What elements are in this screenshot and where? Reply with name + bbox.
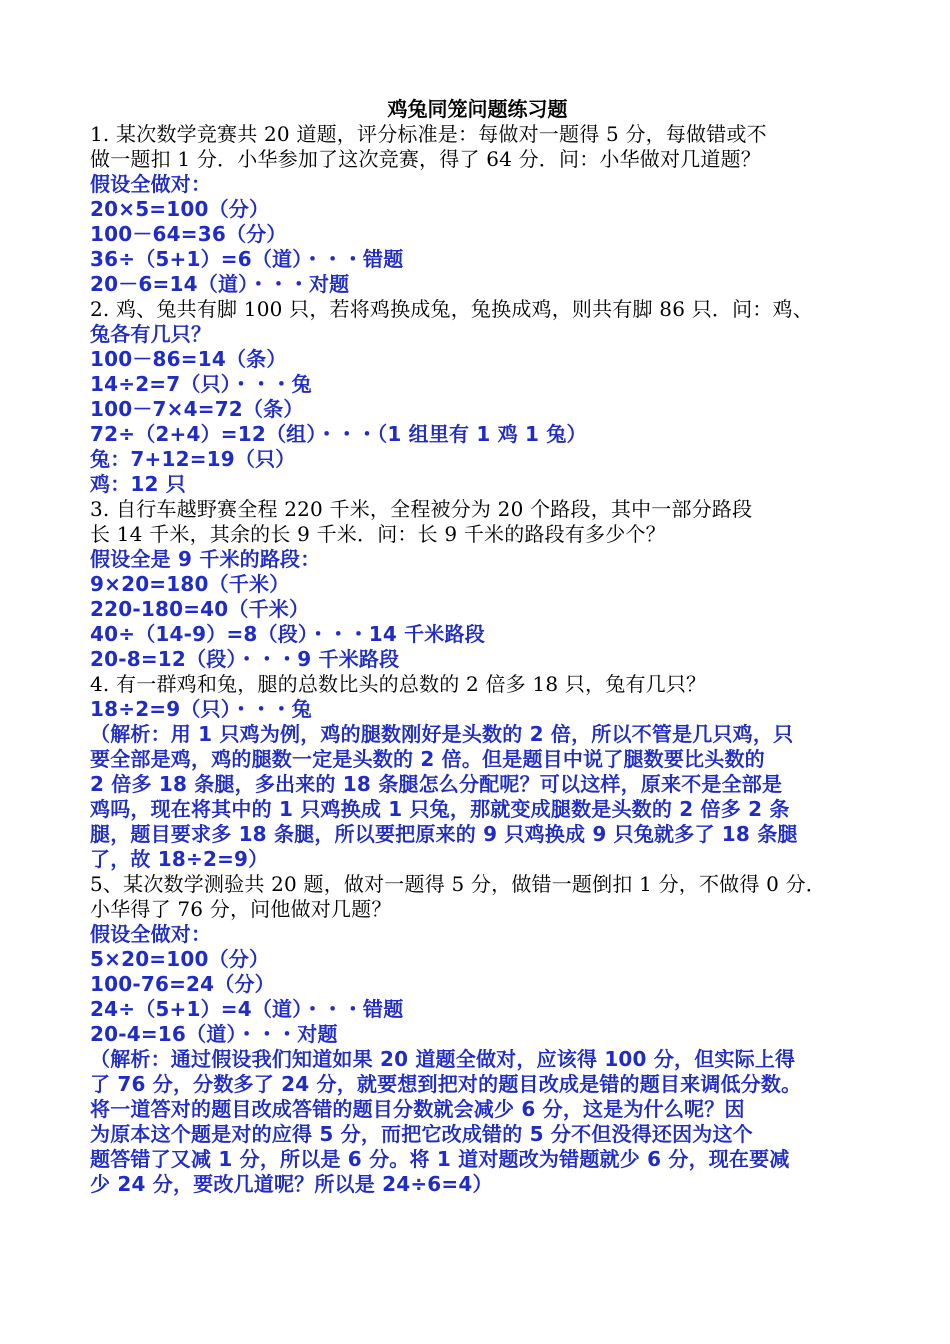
answer-text-line: 腿，题目要求多 18 条腿，所以要把原来的 9 只鸡换成 9 只兔就多了 18 条腿 bbox=[90, 822, 798, 846]
answer-text-line: 20-4=16（道）・・・对题 bbox=[90, 1022, 338, 1046]
question-text-line: 长 14 千米，其余的长 9 千米．问：长 9 千米的路段有多少个？ bbox=[90, 522, 666, 546]
document-page bbox=[90, 96, 865, 1197]
question-text-line: 做一题扣 1 分．小华参加了这次竞赛，得了 64 分．问：小华做对几道题？ bbox=[90, 147, 762, 171]
answer-text-line: 要全部是鸡，鸡的腿数一定是头数的 2 倍。但是题目中说了腿数要比头数的 bbox=[90, 747, 765, 771]
answer-text-line: 40÷（14-9）=8（段）・・・14 千米路段 bbox=[90, 622, 485, 646]
answer-text-line: 18÷2=9（只）・・・兔 bbox=[90, 697, 312, 721]
answer-text-line: 假设全做对： bbox=[90, 922, 212, 946]
answer-text-line: 220-180=40（千米） bbox=[90, 597, 310, 621]
answer-text-line: 2 倍多 18 条腿，多出来的 18 条腿怎么分配呢？可以这样，原来不是全部是 bbox=[90, 772, 783, 796]
answer-text-line: 将一道答对的题目改成答错的题目分数就会减少 6 分，这是为什么呢？因 bbox=[90, 1097, 745, 1121]
answer-text-line: 100-76=24（分） bbox=[90, 972, 275, 996]
answer-text-line: 为原本这个题是对的应得 5 分，而把它改成错的 5 分不但没得还因为这个 bbox=[90, 1122, 753, 1146]
answer-text-line: 24÷（5+1）=4（道）・・・错题 bbox=[90, 997, 404, 1021]
answer-text-line: 72÷（2+4）=12（组）・・・（1 组里有 1 鸡 1 兔） bbox=[90, 422, 587, 446]
document-title: 鸡兔同笼问题练习题 bbox=[387, 97, 568, 121]
answer-text-line: 兔：7+12=19（只） bbox=[90, 447, 296, 471]
answer-text-line: 假设全做对： bbox=[90, 172, 212, 196]
answer-text-line: 9×20=180（千米） bbox=[90, 572, 290, 596]
answer-text-line: 20-8=12（段）・・・9 千米路段 bbox=[90, 647, 400, 671]
question-text-line: 1. 某次数学竞赛共 20 道题，评分标准是：每做对一题得 5 分，每做错或不 bbox=[90, 122, 767, 146]
question-text-line: 小华得了 76 分，问他做对几题？ bbox=[90, 897, 392, 921]
answer-text-line: 100－64=36（分） bbox=[90, 222, 287, 246]
document-body bbox=[90, 122, 865, 1197]
answer-text-line: 鸡吗，现在将其中的 1 只鸡换成 1 只兔，那就变成腿数是头数的 2 倍多 2 条 bbox=[90, 797, 790, 821]
answer-text-line: 100－86=14（条） bbox=[90, 347, 287, 371]
question-text-line: 2. 鸡、兔共有脚 100 只，若将鸡换成兔，兔换成鸡，则共有脚 86 只．问：鸡、 bbox=[90, 297, 813, 321]
question-text-line: 4. 有一群鸡和兔，腿的总数比头的总数的 2 倍多 18 只，兔有几只？ bbox=[90, 672, 707, 696]
answer-text-line: 了 76 分，分数多了 24 分，就要想到把对的题目改成是错的题目来调低分数。 bbox=[90, 1072, 802, 1096]
answer-text-line: 5×20=100（分） bbox=[90, 947, 270, 971]
answer-text-line: 36÷（5+1）=6（道）・・・错题 bbox=[90, 247, 404, 271]
question-text-line: 5、某次数学测验共 20 题，做对一题得 5 分，做错一题倒扣 1 分，不做得 0 分． bbox=[90, 872, 827, 896]
answer-text-line: （解析：用 1 只鸡为例，鸡的腿数刚好是头数的 2 倍，所以不管是几只鸡，只 bbox=[90, 722, 794, 746]
answer-text-line: 14÷2=7（只）・・・兔 bbox=[90, 372, 312, 396]
answer-text-line: 20×5=100（分） bbox=[90, 197, 270, 221]
answer-text-line: 100－7×4=72（条） bbox=[90, 397, 304, 421]
answer-text-line: 假设全是 9 千米的路段： bbox=[90, 547, 321, 571]
question-text-line: 3. 自行车越野赛全程 220 千米，全程被分为 20 个路段，其中一部分路段 bbox=[90, 497, 753, 521]
answer-text-line: 题答错了又减 1 分，所以是 6 分。将 1 道对题改为错题就少 6 分，现在要减 bbox=[90, 1147, 790, 1171]
answer-text-line: 鸡：12 只 bbox=[90, 472, 186, 496]
answer-text-line: 20－6=14（道）・・・对题 bbox=[90, 272, 350, 296]
answer-text-line: 少 24 分，要改几道呢？所以是 24÷6=4） bbox=[90, 1172, 493, 1196]
answer-text-line: （解析：通过假设我们知道如果 20 道题全做对，应该得 100 分，但实际上得 bbox=[90, 1047, 796, 1071]
answer-text-line: 兔各有几只？ bbox=[90, 322, 212, 346]
answer-text-line: 了，故 18÷2=9） bbox=[90, 847, 269, 871]
